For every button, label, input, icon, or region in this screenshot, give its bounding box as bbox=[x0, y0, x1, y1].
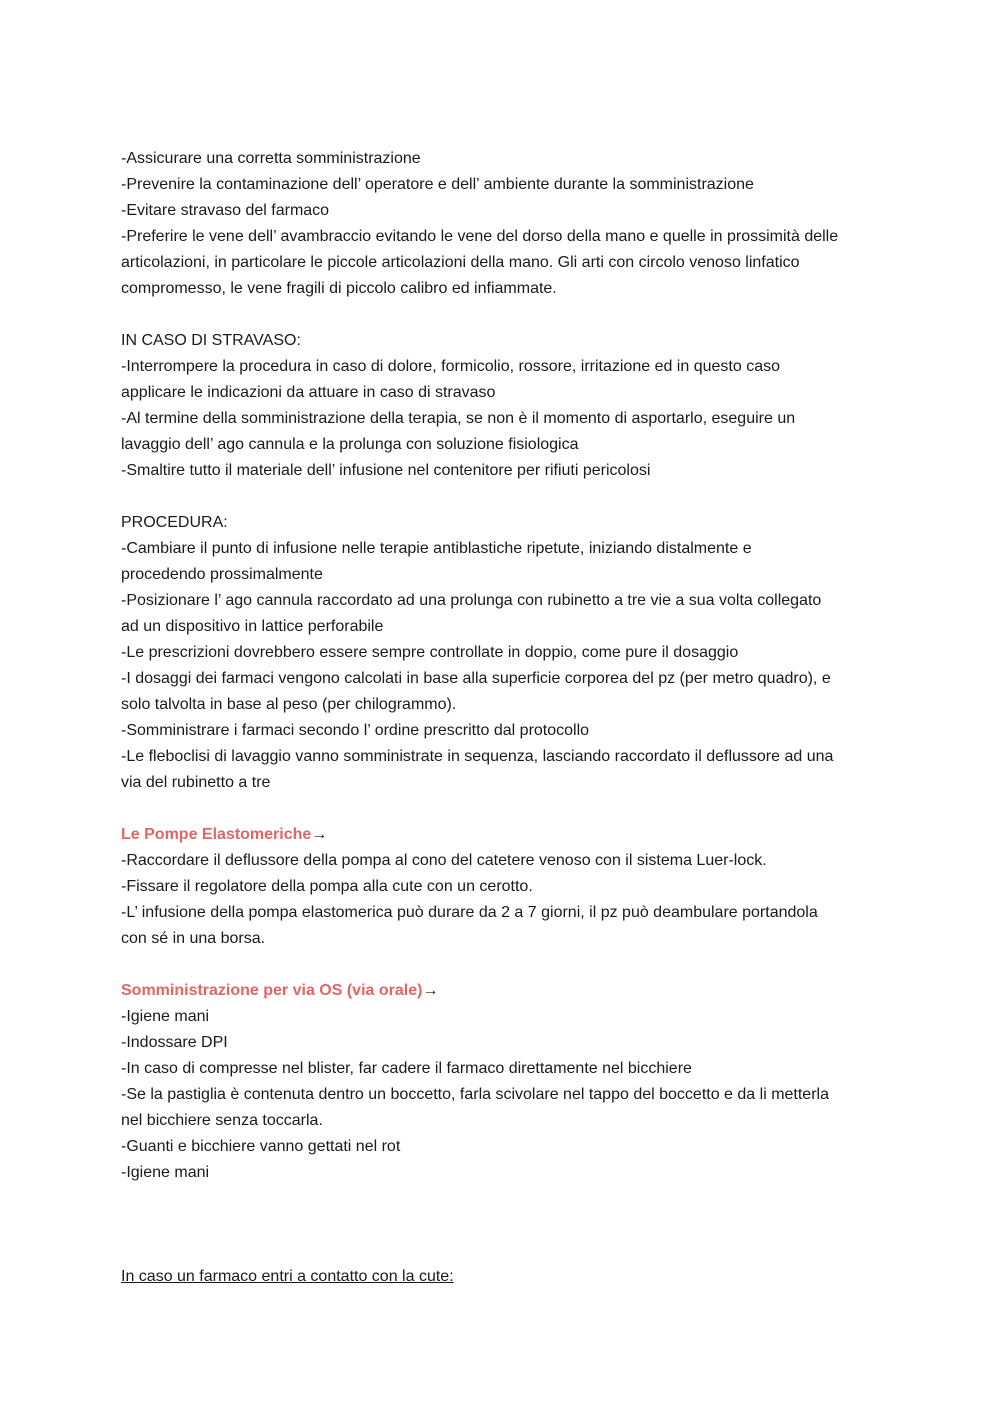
text-line: -Smaltire tutto il materiale dell’ infusione nel contenitore per rifiuti pericolosi bbox=[121, 462, 651, 479]
document-page bbox=[121, 146, 891, 1290]
text-line: -Prevenire la contaminazione dell’ operatore e dell’ ambiente durante la somministrazione bbox=[121, 176, 754, 193]
text-line: -Somministrare i farmaci secondo l’ ordine prescritto dal protocollo bbox=[121, 722, 590, 739]
text-line: -Cambiare il punto di infusione nelle terapie antiblastiche ripetute, iniziando distalmente e bbox=[121, 540, 752, 557]
orale-heading: Somministrazione per via OS (via orale) bbox=[121, 982, 423, 999]
text-line: lavaggio dell’ ago cannula e la prolunga con soluzione fisiologica bbox=[121, 436, 579, 453]
text-line: -Preferire le vene dell’ avambraccio evitando le vene del dorso della mano e quelle in prossimità delle bbox=[121, 228, 839, 245]
pompe-section bbox=[121, 822, 891, 952]
text-line: -Igiene mani bbox=[121, 1008, 210, 1025]
text-line: -I dosaggi dei farmaci vengono calcolati in base alla superficie corporea del pz (per metro quadro), e bbox=[121, 670, 831, 687]
section-heading bbox=[121, 978, 891, 1004]
text-line: -Indossare DPI bbox=[121, 1034, 228, 1051]
section-heading: IN CASO DI STRAVASO: bbox=[121, 332, 301, 349]
text-line: -Le prescrizioni dovrebbero essere sempre controllate in doppio, come pure il dosaggio bbox=[121, 644, 739, 661]
text-line: -Fissare il regolatore della pompa alla cute con un cerotto. bbox=[121, 878, 533, 895]
text-line: compromesso, le vene fragili di piccolo calibro ed infiammate. bbox=[121, 280, 557, 297]
text-line: ad un dispositivo in lattice perforabile bbox=[121, 618, 384, 635]
stravaso-section bbox=[121, 328, 891, 484]
procedura-section bbox=[121, 510, 891, 796]
text-line: via del rubinetto a tre bbox=[121, 774, 271, 791]
text-line: -L’ infusione della pompa elastomerica può durare da 2 a 7 giorni, il pz può deambulare portandola bbox=[121, 904, 818, 921]
text-line: -Evitare stravaso del farmaco bbox=[121, 202, 330, 219]
section-heading bbox=[121, 822, 891, 848]
section-heading: In caso un farmaco entri a contatto con la cute: bbox=[121, 1268, 454, 1285]
text-line: procedendo prossimalmente bbox=[121, 566, 323, 583]
blank-line bbox=[121, 484, 891, 510]
text-line: solo talvolta in base al peso (per chilogrammo). bbox=[121, 696, 457, 713]
blank-line bbox=[121, 952, 891, 978]
text-line: -Guanti e bicchiere vanno gettati nel rot bbox=[121, 1138, 401, 1155]
arrow-right-icon: → bbox=[422, 982, 439, 999]
text-line: -Posizionare l’ ago cannula raccordato ad una prolunga con rubinetto a tre vie a sua volta collegato bbox=[121, 592, 822, 609]
text-line: -Se la pastiglia è contenuta dentro un boccetto, farla scivolare nel tappo del boccetto e da li metterla bbox=[121, 1086, 829, 1103]
text-line: -Le fleboclisi di lavaggio vanno somministrate in sequenza, lasciando raccordato il deflussore ad una bbox=[121, 748, 834, 765]
arrow-right-icon: → bbox=[311, 826, 328, 843]
section-heading: PROCEDURA: bbox=[121, 514, 228, 531]
intro-section bbox=[121, 146, 891, 302]
text-line: -In caso di compresse nel blister, far cadere il farmaco direttamente nel bicchiere bbox=[121, 1060, 692, 1077]
blank-space bbox=[121, 1186, 891, 1264]
blank-line bbox=[121, 796, 891, 822]
orale-section bbox=[121, 978, 891, 1186]
text-line: con sé in una borsa. bbox=[121, 930, 266, 947]
text-line: -Igiene mani bbox=[121, 1164, 210, 1181]
text-line: nel bicchiere senza toccarla. bbox=[121, 1112, 323, 1129]
text-line: applicare le indicazioni da attuare in caso di stravaso bbox=[121, 384, 496, 401]
text-line: -Assicurare una corretta somministrazione bbox=[121, 150, 421, 167]
text-line: -Raccordare il deflussore della pompa al cono del catetere venoso con il sistema Luer-lock. bbox=[121, 852, 767, 869]
text-line: -Al termine della somministrazione della terapia, se non è il momento di asportarlo, eseguire un bbox=[121, 410, 796, 427]
cute-section bbox=[121, 1264, 891, 1290]
text-line: -Interrompere la procedura in caso di dolore, formicolio, rossore, irritazione ed in questo caso bbox=[121, 358, 780, 375]
text-line: articolazioni, in particolare le piccole articolazioni della mano. Gli arti con circolo venoso linfatico bbox=[121, 254, 800, 271]
blank-line bbox=[121, 302, 891, 328]
pompe-heading: Le Pompe Elastomeriche bbox=[121, 826, 312, 843]
